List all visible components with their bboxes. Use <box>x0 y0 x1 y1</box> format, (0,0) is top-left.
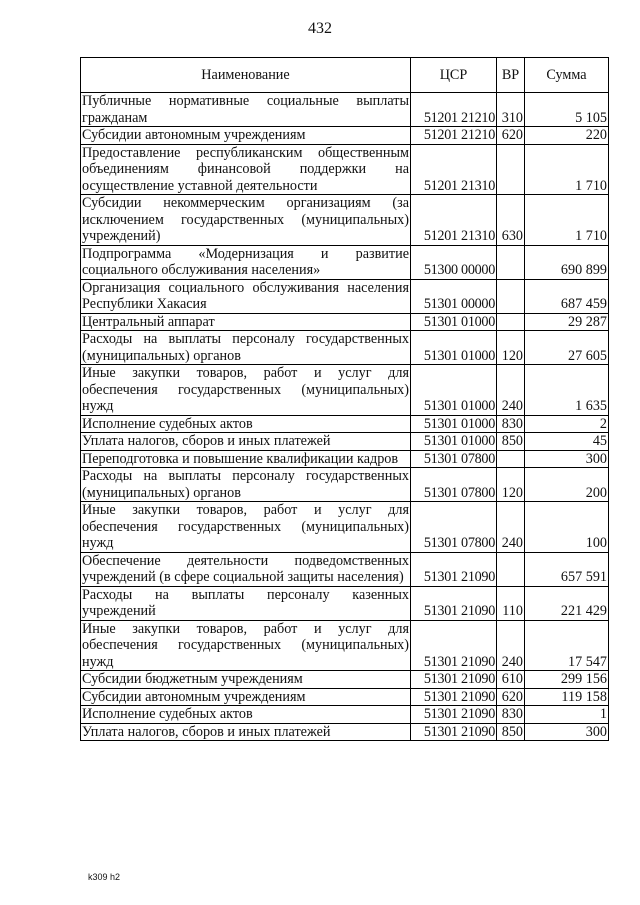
header-sum: Сумма <box>525 58 609 93</box>
row-name: Субсидии автономным учреждениям <box>81 127 411 145</box>
table-row <box>81 245 609 279</box>
row-vr: 830 <box>497 415 525 433</box>
row-csr: 51201 21210 <box>411 93 497 127</box>
row-csr: 51301 01000 <box>411 331 497 365</box>
row-name: Субсидии автономным учреждениям <box>81 688 411 706</box>
row-vr: 850 <box>497 723 525 741</box>
row-name: Организация социального обслуживания населения Республики Хакасия <box>82 279 409 312</box>
row-sum: 299 156 <box>525 671 609 689</box>
table-row <box>81 279 609 313</box>
row-csr: 51301 21090 <box>411 688 497 706</box>
row-sum: 119 158 <box>525 688 609 706</box>
row-sum: 221 429 <box>525 586 609 620</box>
row-vr <box>497 245 525 279</box>
row-name: Уплата налогов, сборов и иных платежей <box>81 723 411 741</box>
row-csr: 51301 21090 <box>411 620 497 671</box>
header-name: Наименование <box>81 58 411 93</box>
row-vr <box>497 450 525 468</box>
row-vr <box>497 279 525 313</box>
row-csr: 51300 00000 <box>411 245 497 279</box>
row-name: Иные закупки товаров, работ и услуг для обеспечения государственных (муниципальных) нужд <box>82 502 409 551</box>
row-csr: 51301 07800 <box>411 502 497 553</box>
table-row <box>81 331 609 365</box>
table-row <box>81 620 609 671</box>
table-header-row <box>81 58 609 93</box>
row-sum: 657 591 <box>525 552 609 586</box>
row-vr: 630 <box>497 195 525 246</box>
row-sum: 1 710 <box>525 195 609 246</box>
row-vr <box>497 313 525 331</box>
row-vr: 830 <box>497 706 525 724</box>
row-name: Иные закупки товаров, работ и услуг для обеспечения государственных (муниципальных) нужд <box>82 620 409 670</box>
header-vr: ВР <box>497 58 525 93</box>
row-sum: 45 <box>525 433 609 451</box>
row-sum: 100 <box>525 502 609 553</box>
row-sum: 687 459 <box>525 279 609 313</box>
table-row <box>81 552 609 586</box>
row-csr: 51201 21310 <box>411 195 497 246</box>
row-vr <box>497 144 525 195</box>
row-vr: 620 <box>497 688 525 706</box>
table-row <box>81 127 609 145</box>
row-vr: 610 <box>497 671 525 689</box>
row-name: Расходы на выплаты персоналу государственных (муниципальных) органов <box>82 331 409 364</box>
row-csr: 51301 21090 <box>411 723 497 741</box>
footer-code: k309 h2 <box>88 872 121 882</box>
row-vr: 120 <box>497 331 525 365</box>
row-name: Предоставление республиканским общественным объединениям финансовой поддержки на осуществление уставной деятельности <box>82 144 409 194</box>
row-csr: 51301 21090 <box>411 552 497 586</box>
row-vr: 240 <box>497 502 525 553</box>
row-csr: 51301 01000 <box>411 433 497 451</box>
header-csr: ЦСР <box>411 58 497 93</box>
row-sum: 300 <box>525 723 609 741</box>
budget-table <box>80 57 609 741</box>
row-sum: 220 <box>525 127 609 145</box>
table-row <box>81 415 609 433</box>
row-name: Субсидии некоммерческим организациям (за исключением государственных (муниципальных) учреждений) <box>82 195 409 244</box>
row-csr: 51301 07800 <box>411 450 497 468</box>
row-name: Исполнение судебных актов <box>81 706 411 724</box>
row-vr: 850 <box>497 433 525 451</box>
row-sum: 1 635 <box>525 365 609 416</box>
row-csr: 51301 07800 <box>411 468 497 502</box>
row-csr: 51301 21090 <box>411 706 497 724</box>
row-name: Расходы на выплаты персоналу государственных (муниципальных) органов <box>82 468 409 501</box>
table-row <box>81 365 609 416</box>
table-row <box>81 586 609 620</box>
row-name: Исполнение судебных актов <box>81 415 411 433</box>
row-name: Расходы на выплаты персоналу казенных учреждений <box>82 586 409 619</box>
row-vr: 110 <box>497 586 525 620</box>
row-csr: 51301 01000 <box>411 365 497 416</box>
row-sum: 300 <box>525 450 609 468</box>
table-row <box>81 723 609 741</box>
table-row <box>81 450 609 468</box>
row-sum: 200 <box>525 468 609 502</box>
row-csr: 51301 01000 <box>411 313 497 331</box>
row-csr: 51201 21310 <box>411 144 497 195</box>
table-row <box>81 93 609 127</box>
row-sum: 1 710 <box>525 144 609 195</box>
row-name: Центральный аппарат <box>81 313 411 331</box>
row-name: Уплата налогов, сборов и иных платежей <box>81 433 411 451</box>
row-vr: 310 <box>497 93 525 127</box>
row-vr: 120 <box>497 468 525 502</box>
row-vr: 240 <box>497 365 525 416</box>
table-row <box>81 502 609 553</box>
table-row <box>81 706 609 724</box>
row-name: Иные закупки товаров, работ и услуг для обеспечения государственных (муниципальных) нужд <box>82 365 409 414</box>
row-name: Подпрограмма «Модернизация и развитие социального обслуживания населения» <box>82 245 409 278</box>
row-csr: 51301 21090 <box>411 586 497 620</box>
row-sum: 2 <box>525 415 609 433</box>
row-sum: 17 547 <box>525 620 609 671</box>
row-name: Обеспечение деятельности подведомственных учреждений (в сфере социальной защиты населения) <box>82 552 409 585</box>
table-row <box>81 468 609 502</box>
row-vr <box>497 552 525 586</box>
row-csr: 51301 01000 <box>411 415 497 433</box>
row-name: Переподготовка и повышение квалификации кадров <box>81 450 411 468</box>
row-csr: 51301 21090 <box>411 671 497 689</box>
row-csr: 51201 21210 <box>411 127 497 145</box>
row-sum: 5 105 <box>525 93 609 127</box>
row-sum: 690 899 <box>525 245 609 279</box>
row-sum: 29 287 <box>525 313 609 331</box>
row-csr: 51301 00000 <box>411 279 497 313</box>
row-name: Субсидии бюджетным учреждениям <box>81 671 411 689</box>
row-vr: 620 <box>497 127 525 145</box>
row-sum: 1 <box>525 706 609 724</box>
page-number: 432 <box>308 20 332 37</box>
row-vr: 240 <box>497 620 525 671</box>
table-row <box>81 688 609 706</box>
table-row <box>81 671 609 689</box>
table-row <box>81 144 609 195</box>
row-name: Публичные нормативные социальные выплаты гражданам <box>82 93 409 126</box>
row-sum: 27 605 <box>525 331 609 365</box>
table-row <box>81 195 609 246</box>
table-row <box>81 433 609 451</box>
table-row <box>81 313 609 331</box>
